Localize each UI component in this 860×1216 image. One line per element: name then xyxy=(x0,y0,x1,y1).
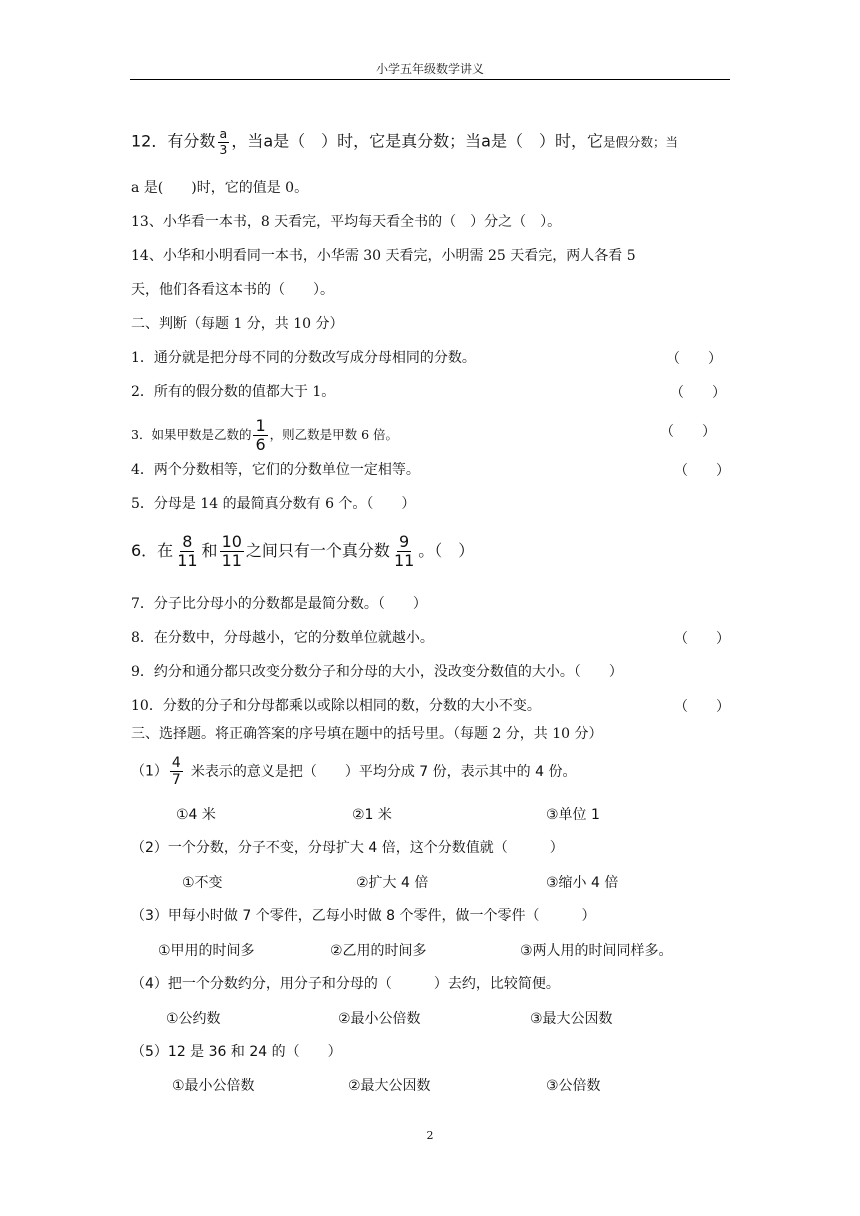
judge-item-10: 10．分数的分子和分母都乘以或除以相同的数，分数的大小不变。 xyxy=(131,698,541,714)
judge-6-numerator-3: 9 xyxy=(399,532,410,551)
choice-heading: 三、选择题。将正确答案的序号填在题中的括号里。（每题 2 分，共 10 分） xyxy=(131,726,603,742)
judge-6-fraction-3 xyxy=(392,534,416,569)
judge-item-2: 2．所有的假分数的值都大于 1。 xyxy=(131,384,336,400)
choice-q3-option-1[interactable]: ①甲用的时间多 xyxy=(158,943,255,959)
judge-3-text-a: 3．如果甲数是乙数的 xyxy=(131,427,252,442)
question-12 xyxy=(131,128,678,156)
choice-q4-option-3[interactable]: ③最大公因数 xyxy=(530,1011,613,1027)
judge-paren-3[interactable]: （ ） xyxy=(660,424,716,440)
q12-numerator: a xyxy=(219,126,228,141)
question-12-cont: a 是( )时，它的值是 0。 xyxy=(131,180,309,196)
q12-text-a: 12．有分数 xyxy=(131,131,216,151)
question-14-line2: 天，他们各看这本书的（ ）。 xyxy=(131,282,334,298)
choice-q1-text-a: （1） xyxy=(131,763,168,780)
choice-q1-option-2[interactable]: ②1 米 xyxy=(352,807,392,823)
judge-6-text-c: 之间只有一个真分数 xyxy=(245,541,390,560)
judge-item-8: 8．在分数中，分母越小，它的分数单位就越小。 xyxy=(131,630,434,646)
page-number: 2 xyxy=(426,1129,434,1142)
q12-text-b: ，当a是（ ）时，它是真分数；当a是（ ）时，它 xyxy=(231,131,603,151)
choice-q1-text-b: 米表示的意义是把（ ）平均分成 7 份，表示其中的 4 份。 xyxy=(190,763,577,780)
judge-item-5: 5．分母是 14 的最简真分数有 6 个。（ ） xyxy=(131,496,416,512)
choice-q2-option-1[interactable]: ①不变 xyxy=(182,875,223,891)
choice-q1-numerator: 4 xyxy=(171,755,181,771)
choice-q1-fraction xyxy=(170,756,183,787)
judge-paren-1[interactable]: （ ） xyxy=(666,351,722,367)
judge-6-denominator-3: 11 xyxy=(393,551,415,570)
judge-item-4: 4．两个分数相等，它们的分数单位一定相等。 xyxy=(131,462,420,478)
choice-q1-option-3[interactable]: ③单位 1 xyxy=(546,807,600,823)
judge-heading: 二、判断（每题 1 分，共 10 分） xyxy=(131,316,344,332)
q12-text-c: 是假分数；当 xyxy=(602,134,678,150)
question-13: 13、小华看一本书，8 天看完，平均每天看全书的（ ）分之（ ）。 xyxy=(131,214,562,230)
judge-paren-8[interactable]: （ ） xyxy=(674,631,730,647)
choice-q5-option-1[interactable]: ①最小公倍数 xyxy=(172,1078,255,1094)
choice-q1-option-1[interactable]: ①4 米 xyxy=(176,807,216,823)
judge-6-fraction-2 xyxy=(220,534,244,569)
judge-item-7: 7．分子比分母小的分数都是最简分数。（ ） xyxy=(131,596,427,612)
judge-6-numerator-1: 8 xyxy=(182,532,193,551)
choice-q3-option-3[interactable]: ③两人用的时间同样多。 xyxy=(520,943,673,959)
choice-q4-option-2[interactable]: ②最小公倍数 xyxy=(338,1011,421,1027)
judge-item-9: 9．约分和通分都只改变分数分子和分母的大小，没改变分数值的大小。（ ） xyxy=(131,664,623,680)
choice-q5-option-2[interactable]: ②最大公因数 xyxy=(348,1078,431,1094)
judge-6-text-b: 和 xyxy=(201,541,218,560)
choice-q4: （4）把一个分数约分，用分子和分母的（ ）去约，比较简便。 xyxy=(131,976,560,992)
header-rule xyxy=(130,79,730,80)
page-header: 小学五年级数学讲义 xyxy=(375,62,484,76)
judge-item-3 xyxy=(131,418,398,453)
choice-q1-denominator: 7 xyxy=(171,772,181,788)
q12-denominator: 3 xyxy=(219,141,228,157)
choice-q2-option-3[interactable]: ③缩小 4 倍 xyxy=(546,875,619,891)
judge-3-denominator: 6 xyxy=(255,435,266,454)
judge-6-text-d: 。（ ） xyxy=(418,541,475,560)
choice-q5: （5）12 是 36 和 24 的（ ） xyxy=(131,1044,342,1060)
judge-6-numerator-2: 10 xyxy=(221,532,242,551)
judge-6-denominator-2: 11 xyxy=(221,551,242,570)
judge-6-fraction-1 xyxy=(175,534,199,569)
choice-q2: （2）一个分数，分子不变，分母扩大 4 倍，这个分数值就（ ） xyxy=(131,840,564,856)
judge-item-6 xyxy=(131,534,474,569)
judge-6-denominator-1: 11 xyxy=(177,551,198,570)
choice-q2-option-2[interactable]: ②扩大 4 倍 xyxy=(356,875,429,891)
choice-q1 xyxy=(131,756,576,787)
judge-3-numerator: 1 xyxy=(255,416,266,435)
judge-paren-4[interactable]: （ ） xyxy=(674,463,730,479)
question-14-line1: 14、小华和小明看同一本书，小华需 30 天看完，小明需 25 天看完，两人各看 5 xyxy=(131,248,636,264)
choice-q5-option-3[interactable]: ③公倍数 xyxy=(546,1078,601,1094)
choice-q3-option-2[interactable]: ②乙用的时间多 xyxy=(330,943,427,959)
choice-q3: （3）甲每小时做 7 个零件，乙每小时做 8 个零件，做一个零件（ ） xyxy=(131,908,596,924)
choice-q4-option-1[interactable]: ①公约数 xyxy=(166,1011,221,1027)
judge-6-text-a: 6．在 xyxy=(131,541,174,560)
judge-paren-2[interactable]: （ ） xyxy=(670,385,726,401)
judge-item-1: 1．通分就是把分母不同的分数改写成分母相同的分数。 xyxy=(131,350,476,366)
judge-3-text-b: ，则乙数是甲数 6 倍。 xyxy=(269,427,399,442)
q12-fraction xyxy=(217,128,229,156)
judge-paren-10[interactable]: （ ） xyxy=(674,699,730,715)
judge-3-fraction xyxy=(253,418,267,453)
